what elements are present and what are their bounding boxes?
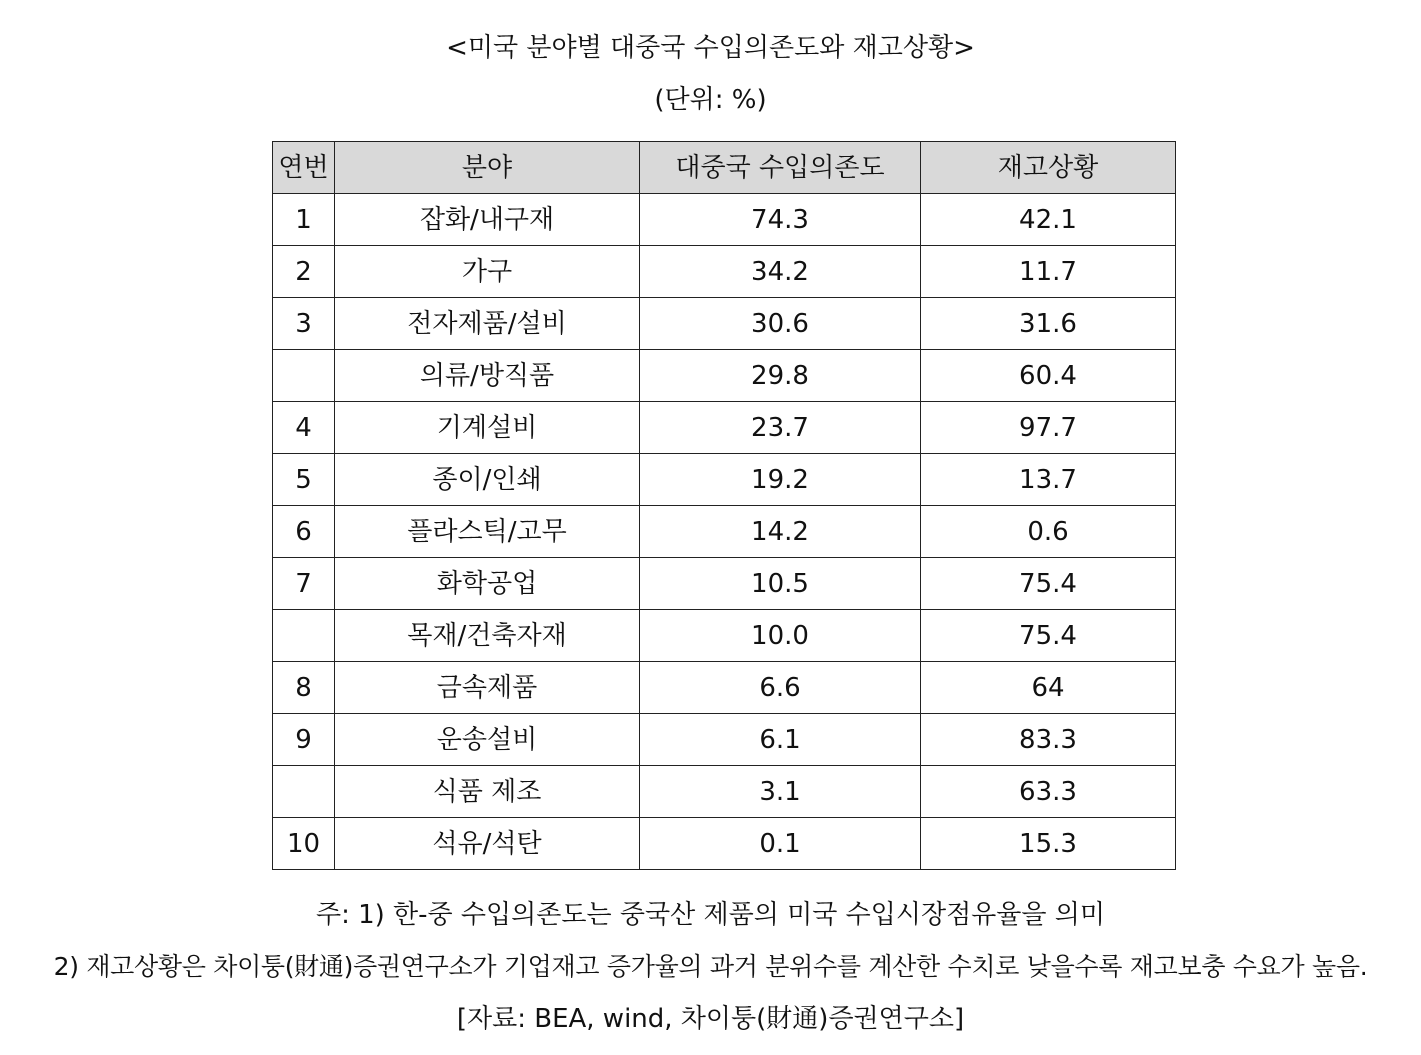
cell-field: 목재/건축자재 xyxy=(335,610,640,662)
table-row xyxy=(273,506,1176,558)
cell-field: 플라스틱/고무 xyxy=(335,506,640,558)
table-row xyxy=(273,350,1176,402)
cell-dependency: 6.6 xyxy=(640,662,921,714)
cell-dependency: 10.5 xyxy=(640,558,921,610)
cell-inventory: 15.3 xyxy=(921,818,1176,870)
cell-no: 7 xyxy=(273,558,335,610)
document-title: <미국 분야별 대중국 수입의존도와 재고상황> xyxy=(446,33,975,63)
cell-dependency: 10.0 xyxy=(640,610,921,662)
table-row xyxy=(273,402,1176,454)
cell-no: 2 xyxy=(273,246,335,298)
header-dependency: 대중국 수입의존도 xyxy=(640,142,921,194)
cell-field: 석유/석탄 xyxy=(335,818,640,870)
cell-field: 전자제품/설비 xyxy=(335,298,640,350)
cell-inventory: 0.6 xyxy=(921,506,1176,558)
cell-inventory: 75.4 xyxy=(921,610,1176,662)
cell-no: 6 xyxy=(273,506,335,558)
cell-no: 4 xyxy=(273,402,335,454)
table-row xyxy=(273,714,1176,766)
cell-inventory: 42.1 xyxy=(921,194,1176,246)
cell-no: 3 xyxy=(273,298,335,350)
cell-inventory: 63.3 xyxy=(921,766,1176,818)
source-note: [자료: BEA, wind, 차이퉁(財通)증권연구소] xyxy=(456,1004,965,1034)
cell-dependency: 34.2 xyxy=(640,246,921,298)
cell-inventory: 64 xyxy=(921,662,1176,714)
cell-no xyxy=(273,350,335,402)
table-row xyxy=(273,246,1176,298)
cell-inventory: 60.4 xyxy=(921,350,1176,402)
table-row xyxy=(273,662,1176,714)
cell-field: 의류/방직품 xyxy=(335,350,640,402)
data-table xyxy=(272,141,1176,870)
cell-dependency: 0.1 xyxy=(640,818,921,870)
cell-dependency: 30.6 xyxy=(640,298,921,350)
header-field: 분야 xyxy=(335,142,640,194)
table-row xyxy=(273,766,1176,818)
header-inventory: 재고상황 xyxy=(921,142,1176,194)
table-row xyxy=(273,558,1176,610)
table-body xyxy=(273,194,1176,870)
cell-no: 8 xyxy=(273,662,335,714)
cell-inventory: 75.4 xyxy=(921,558,1176,610)
cell-field: 가구 xyxy=(335,246,640,298)
header-no: 연번 xyxy=(273,142,335,194)
cell-dependency: 19.2 xyxy=(640,454,921,506)
cell-field: 식품 제조 xyxy=(335,766,640,818)
unit-label: (단위: %) xyxy=(654,85,767,115)
cell-no: 5 xyxy=(273,454,335,506)
table-row xyxy=(273,610,1176,662)
cell-no xyxy=(273,610,335,662)
table-row xyxy=(273,454,1176,506)
note-2: 2) 재고상황은 차이퉁(財通)증권연구소가 기업재고 증가율의 과거 분위수를 계산한 수치로 낮을수록 재고보충 수요가 높음. xyxy=(53,952,1368,981)
cell-dependency: 29.8 xyxy=(640,350,921,402)
cell-no: 1 xyxy=(273,194,335,246)
cell-dependency: 6.1 xyxy=(640,714,921,766)
cell-inventory: 97.7 xyxy=(921,402,1176,454)
cell-no xyxy=(273,766,335,818)
notes xyxy=(0,893,1421,1049)
note-1: 주: 1) 한-중 수입의존도는 중국산 제품의 미국 수입시장점유율을 의미 xyxy=(315,900,1106,930)
cell-dependency: 3.1 xyxy=(640,766,921,818)
cell-inventory: 13.7 xyxy=(921,454,1176,506)
table-row xyxy=(273,298,1176,350)
cell-no: 10 xyxy=(273,818,335,870)
cell-field: 기계설비 xyxy=(335,402,640,454)
table-row xyxy=(273,818,1176,870)
cell-inventory: 11.7 xyxy=(921,246,1176,298)
cell-field: 금속제품 xyxy=(335,662,640,714)
cell-field: 화학공업 xyxy=(335,558,640,610)
cell-inventory: 31.6 xyxy=(921,298,1176,350)
cell-dependency: 14.2 xyxy=(640,506,921,558)
cell-dependency: 74.3 xyxy=(640,194,921,246)
cell-dependency: 23.7 xyxy=(640,402,921,454)
table-row xyxy=(273,194,1176,246)
cell-field: 잡화/내구재 xyxy=(335,194,640,246)
table-header-row xyxy=(273,142,1176,194)
cell-no: 9 xyxy=(273,714,335,766)
cell-inventory: 83.3 xyxy=(921,714,1176,766)
cell-field: 종이/인쇄 xyxy=(335,454,640,506)
cell-field: 운송설비 xyxy=(335,714,640,766)
